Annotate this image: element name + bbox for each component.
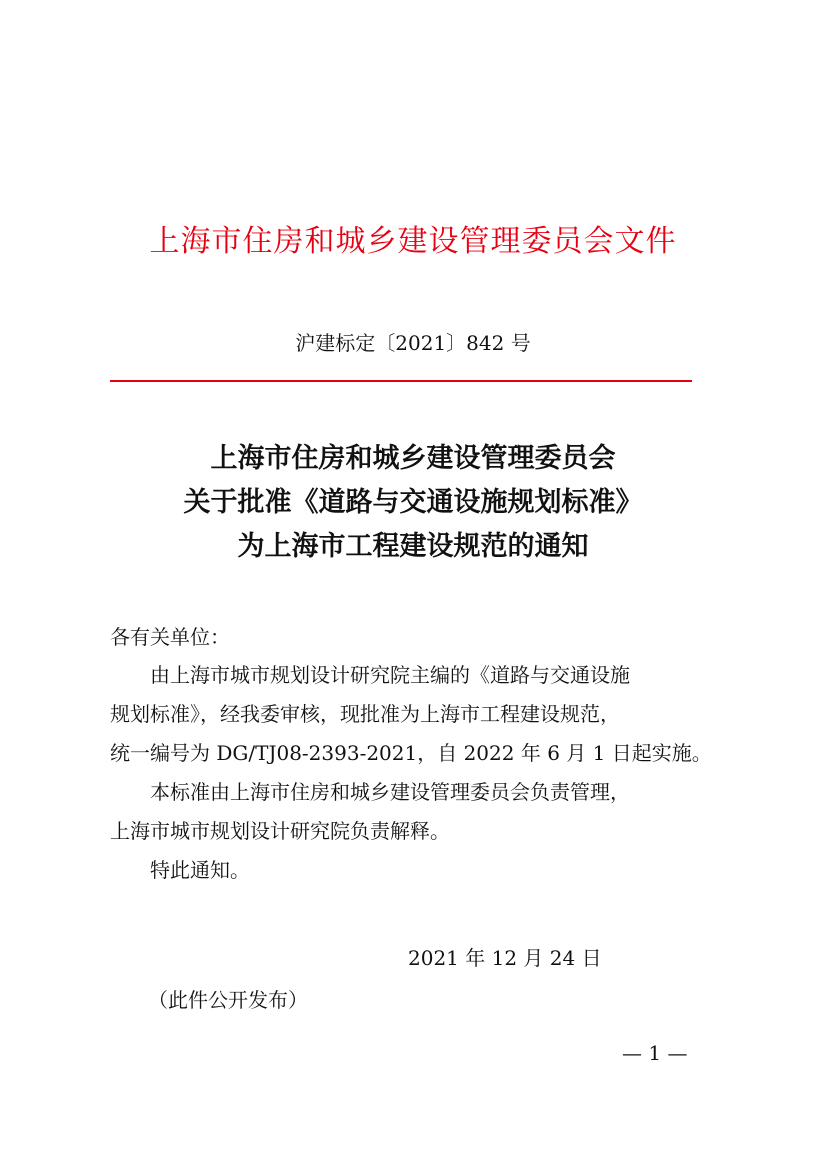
salutation: 各有关单位： bbox=[110, 625, 230, 649]
paragraph-line: 特此通知。 bbox=[110, 858, 250, 882]
notice-title-line-1: 上海市住房和城乡建设管理委员会 bbox=[210, 443, 616, 474]
page-number: — 1 — bbox=[622, 1041, 688, 1065]
paragraph-line: 上海市城市规划设计研究院负责解释。 bbox=[110, 819, 450, 843]
header-divider-line bbox=[110, 380, 692, 382]
document-number: 沪建标定〔2021〕842 号 bbox=[295, 331, 531, 355]
paragraph-line: 由上海市城市规划设计研究院主编的《道路与交通设施 bbox=[110, 663, 630, 687]
notice-title-line-3: 为上海市工程建设规范的通知 bbox=[237, 531, 589, 562]
body-paragraph-management bbox=[110, 773, 720, 851]
paragraph-line: 统一编号为 DG/TJ08-2393-2021，自 2022 年 6 月 1 日起实施。 bbox=[110, 741, 712, 765]
notice-title-line-2: 关于批准《道路与交通设施规划标准》 bbox=[183, 487, 643, 518]
document-header-title: 上海市住房和城乡建设管理委员会文件 bbox=[149, 224, 677, 259]
issue-date: 2021 年 12 月 24 日 bbox=[408, 946, 602, 970]
public-release-note: （此件公开发布） bbox=[148, 988, 308, 1012]
paragraph-line: 规划标准》，经我委审核，现批准为上海市工程建设规范， bbox=[110, 702, 620, 726]
closing-phrase bbox=[110, 851, 720, 890]
body-paragraph-approval bbox=[110, 656, 720, 773]
paragraph-line: 本标准由上海市住房和城乡建设管理委员会负责管理， bbox=[110, 780, 630, 804]
notice-title bbox=[0, 437, 826, 569]
